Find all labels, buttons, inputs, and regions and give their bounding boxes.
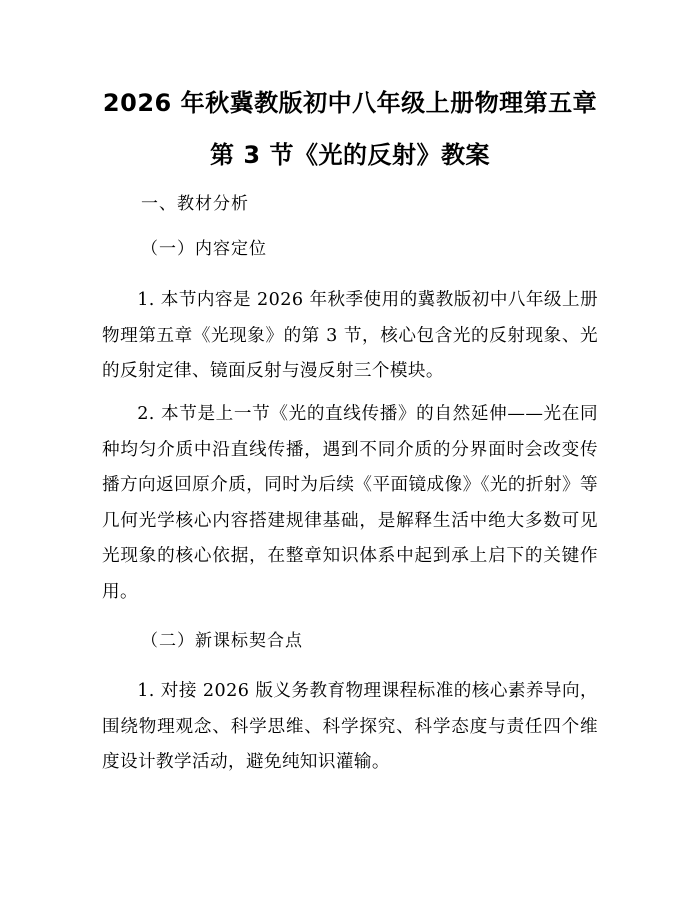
document-title-line-2: 第 3 节《光的反射》教案 bbox=[210, 141, 490, 169]
section-heading-textbook-analysis: 一、教材分析 bbox=[141, 194, 249, 214]
paragraph-content-positioning-1: 1. 本节内容是 2026 年秋季使用的冀教版初中八年级上册物理第五章《光现象》的第 3 节，核心包含光的反射现象、光的反射定律、镜面反射与漫反射三个模块。 bbox=[102, 290, 598, 382]
paragraph-content-positioning-2: 2. 本节是上一节《光的直线传播》的自然延伸——光在同种均匀介质中沿直线传播，遇到不同介质的分界面时会改变传播方向返回原介质，同时为后续《平面镜成像》《光的折射》等几何光学核心内容搭建规律基础，是解释生活中绝大多数可见光现象的核心依据，在整章知识体系中起到承上启下的关键作用。 bbox=[102, 404, 598, 602]
subsection-heading-content-positioning: （一）内容定位 bbox=[141, 239, 267, 259]
paragraph-curriculum-alignment-1: 1. 对接 2026 版义务教育物理课程标准的核心素养导向，围绕物理观念、科学思维、科学探究、科学态度与责任四个维度设计教学活动，避免纯知识灌输。 bbox=[102, 681, 598, 773]
subsection-heading-curriculum-alignment: （二）新课标契合点 bbox=[141, 631, 303, 651]
document-title-line-1: 2026 年秋冀教版初中八年级上册物理第五章 bbox=[102, 89, 598, 117]
